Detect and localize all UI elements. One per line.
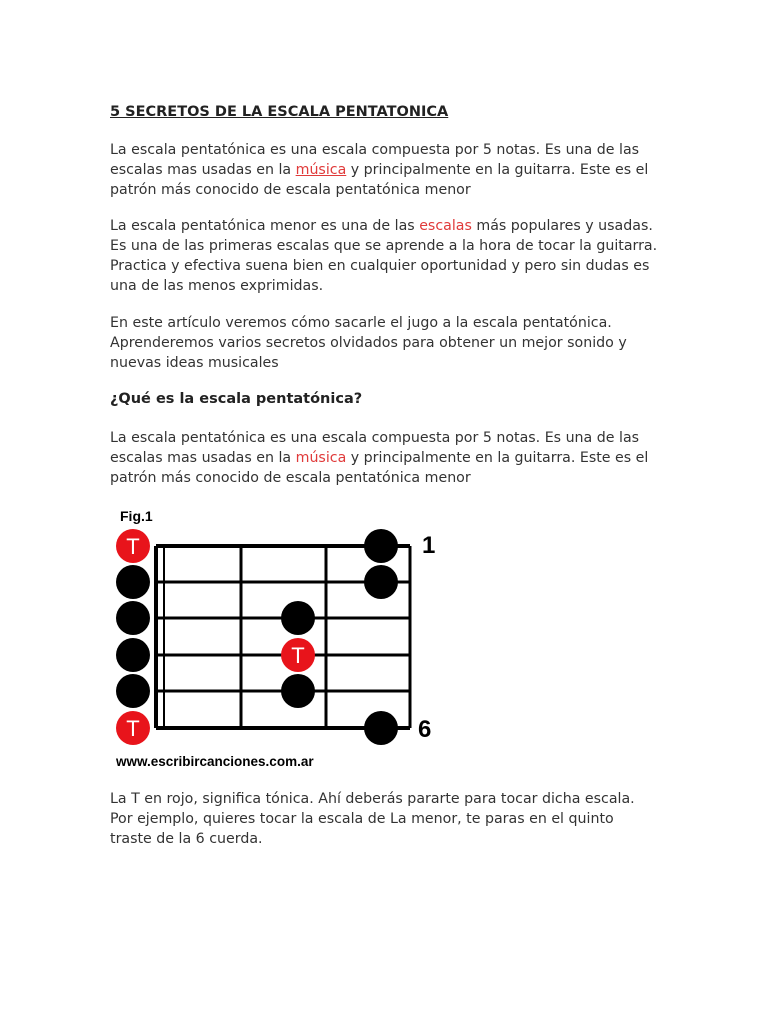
figure-label: Fig.1 — [120, 508, 153, 524]
paragraph-line: una de las menos exprimidas. — [110, 278, 324, 294]
note-dot — [281, 674, 315, 708]
paragraph-line: traste de la 6 cuerda. — [110, 831, 263, 847]
pentatonic-scale-diagram — [108, 500, 448, 780]
fretboard-svg — [108, 500, 448, 780]
text-segment: y principalmente en la guitarra. Este es el — [346, 450, 649, 466]
paragraph-line: patrón más conocido de escala pentatónica menor — [110, 470, 471, 486]
note-dot — [116, 601, 150, 635]
paragraph-line: Practica y efectiva suena bien en cualquier oportunidad y pero sin dudas es — [110, 258, 650, 274]
fifth-paragraph — [110, 789, 670, 849]
paragraph-line: La escala pentatónica es una escala compuesta por 5 notas. Es una de las — [110, 430, 640, 446]
string-number-label: 6 — [418, 716, 432, 743]
text-segment: más populares y usadas. — [471, 218, 653, 234]
paragraph-line — [110, 160, 670, 180]
text-segment: y principalmente en la guitarra. Este es el — [346, 162, 649, 178]
musica-link[interactable]: música — [295, 450, 347, 466]
fourth-paragraph — [110, 428, 670, 488]
note-dot — [116, 674, 150, 708]
third-paragraph — [110, 313, 670, 373]
paragraph-line: La escala pentatónica es una escala compuesta por 5 notas. Es una de las — [110, 142, 640, 158]
note-dot — [116, 565, 150, 599]
second-paragraph — [110, 216, 670, 296]
paragraph-line: Por ejemplo, quieres tocar la escala de La menor, te paras en el quinto — [110, 811, 614, 827]
tonic-label: T — [126, 716, 140, 741]
string-number-label: 1 — [422, 532, 436, 559]
paragraph-line: nuevas ideas musicales — [110, 355, 279, 371]
paragraph-line: En este artículo veremos cómo sacarle el jugo a la escala pentatónica. — [110, 315, 612, 331]
tonic-label: T — [291, 643, 305, 668]
paragraph-line: Aprenderemos varios secretos olvidados para obtener un mejor sonido y — [110, 335, 627, 351]
musica-link[interactable]: música — [295, 162, 347, 178]
text-segment: escalas mas usadas en la — [110, 450, 296, 466]
paragraph-line: La T en rojo, significa tónica. Ahí deberás pararte para tocar dicha escala. — [110, 791, 635, 807]
page-title: 5 SECRETOS DE LA ESCALA PENTATONICA — [110, 104, 449, 120]
paragraph-line — [110, 448, 670, 468]
note-dot — [364, 529, 398, 563]
note-dot — [281, 601, 315, 635]
paragraph-line: patrón más conocido de escala pentatónica menor — [110, 182, 471, 198]
text-segment: La escala pentatónica menor es una de las — [110, 218, 420, 234]
paragraph-line: Es una de las primeras escalas que se aprende a la hora de tocar la guitarra. — [110, 238, 658, 254]
note-dot — [364, 565, 398, 599]
website-watermark: www.escribircanciones.com.ar — [116, 754, 314, 769]
section-heading: ¿Qué es la escala pentatónica? — [110, 391, 363, 407]
note-dot — [364, 711, 398, 745]
tonic-label: T — [126, 534, 140, 559]
escalas-link[interactable]: escalas — [419, 218, 472, 234]
note-dot — [116, 638, 150, 672]
intro-paragraph — [110, 140, 670, 200]
text-segment: escalas mas usadas en la — [110, 162, 296, 178]
paragraph-line — [110, 216, 670, 236]
